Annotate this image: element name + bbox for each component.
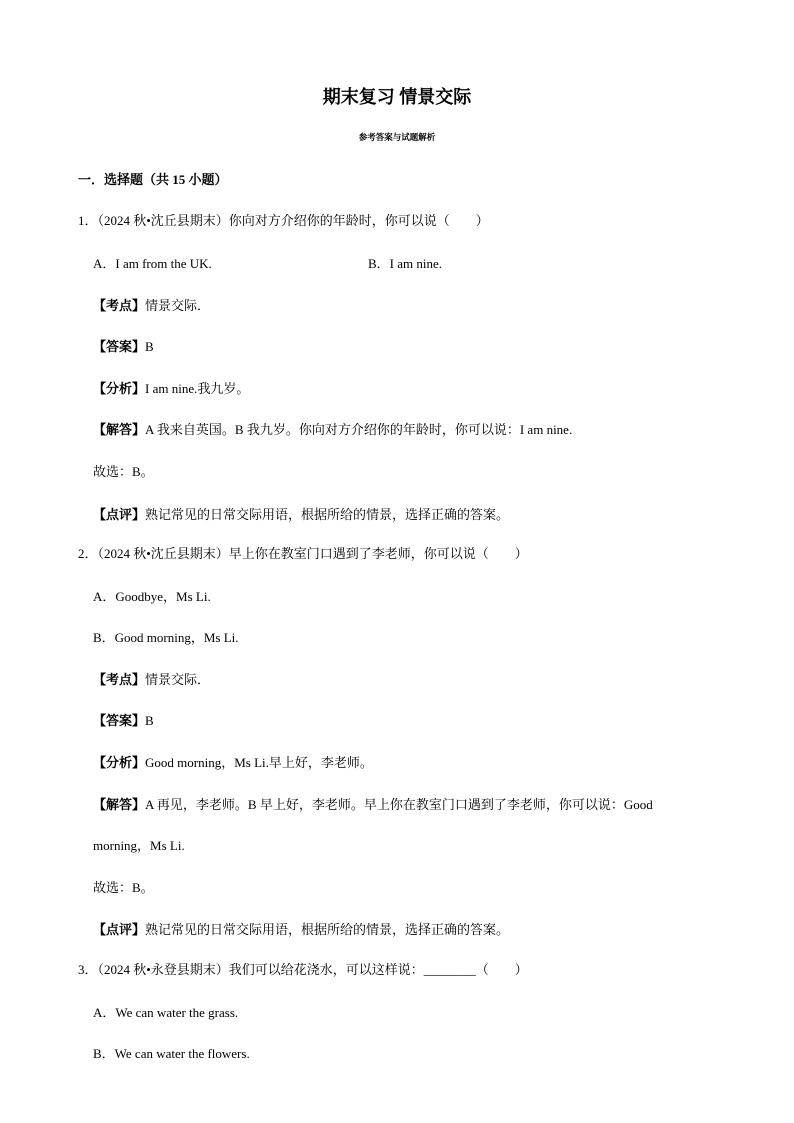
question-2-kaodian bbox=[93, 672, 210, 688]
question-1-kaodian bbox=[93, 298, 210, 314]
question-1-solution bbox=[93, 422, 572, 438]
analysis-text: Good morning，Ms Li.早上好，李老师。 bbox=[145, 755, 373, 770]
question-2-analysis bbox=[93, 755, 373, 771]
question-2-solution-continued: morning，Ms Li. bbox=[93, 838, 185, 853]
analysis-text: I am nine.我九岁。 bbox=[145, 381, 250, 396]
analysis-label: 【分析】 bbox=[93, 381, 146, 396]
question-1-choice: 故选：B。 bbox=[93, 464, 154, 479]
kaodian-label: 【考点】 bbox=[93, 672, 146, 687]
kaodian-text: 情景交际． bbox=[145, 672, 211, 687]
solution-label: 【解答】 bbox=[93, 422, 146, 437]
page-title: 期末复习 情景交际 bbox=[322, 87, 472, 107]
question-3-option-a: A．We can water the grass. bbox=[93, 1005, 239, 1020]
answer-label: 【答案】 bbox=[93, 339, 146, 354]
comment-label: 【点评】 bbox=[93, 507, 146, 522]
question-2-choice: 故选：B。 bbox=[93, 880, 154, 895]
question-2-answer bbox=[93, 713, 154, 729]
section-heading: 一．选择题（共 15 小题） bbox=[78, 172, 228, 187]
solution-text: A 再见，李老师。B 早上好，李老师。早上你在教室门口遇到了李老师，你可以说：Good bbox=[145, 797, 653, 812]
comment-label: 【点评】 bbox=[93, 922, 146, 937]
question-3-option-b: B．We can water the flowers. bbox=[93, 1046, 250, 1061]
answer-label: 【答案】 bbox=[93, 713, 146, 728]
question-1-option-a: A．I am from the UK. bbox=[93, 256, 212, 271]
question-3-stem: 3．（2024 秋•永登县期末）我们可以给花浇水，可以这样说：________（ ） bbox=[78, 962, 528, 977]
kaodian-text: 情景交际． bbox=[145, 298, 211, 313]
solution-text: A 我来自英国。B 我九岁。你向对方介绍你的年龄时，你可以说：I am nine. bbox=[145, 422, 573, 437]
question-1-stem: 1．（2024 秋•沈丘县期末）你向对方介绍你的年龄时，你可以说（ ） bbox=[78, 213, 489, 228]
question-1-analysis bbox=[93, 381, 249, 397]
comment-text: 熟记常见的日常交际用语，根据所给的情景，选择正确的答案。 bbox=[145, 922, 510, 937]
answer-text: B bbox=[145, 339, 154, 354]
question-2-stem: 2．（2024 秋•沈丘县期末）早上你在教室门口遇到了李老师，你可以说（ ） bbox=[78, 546, 528, 561]
question-2-comment bbox=[93, 922, 509, 938]
question-2-solution bbox=[93, 797, 653, 813]
page-subtitle: 参考答案与试题解析 bbox=[358, 132, 436, 142]
solution-label: 【解答】 bbox=[93, 797, 146, 812]
answer-text: B bbox=[145, 713, 154, 728]
question-2-option-a: A．Goodbye，Ms Li. bbox=[93, 589, 211, 604]
question-1-comment bbox=[93, 507, 509, 523]
question-2-option-b: B．Good morning，Ms Li. bbox=[93, 630, 239, 645]
question-1-answer bbox=[93, 339, 154, 355]
question-1-option-b: B．I am nine. bbox=[368, 256, 443, 271]
comment-text: 熟记常见的日常交际用语，根据所给的情景，选择正确的答案。 bbox=[145, 507, 510, 522]
kaodian-label: 【考点】 bbox=[93, 298, 146, 313]
analysis-label: 【分析】 bbox=[93, 755, 146, 770]
